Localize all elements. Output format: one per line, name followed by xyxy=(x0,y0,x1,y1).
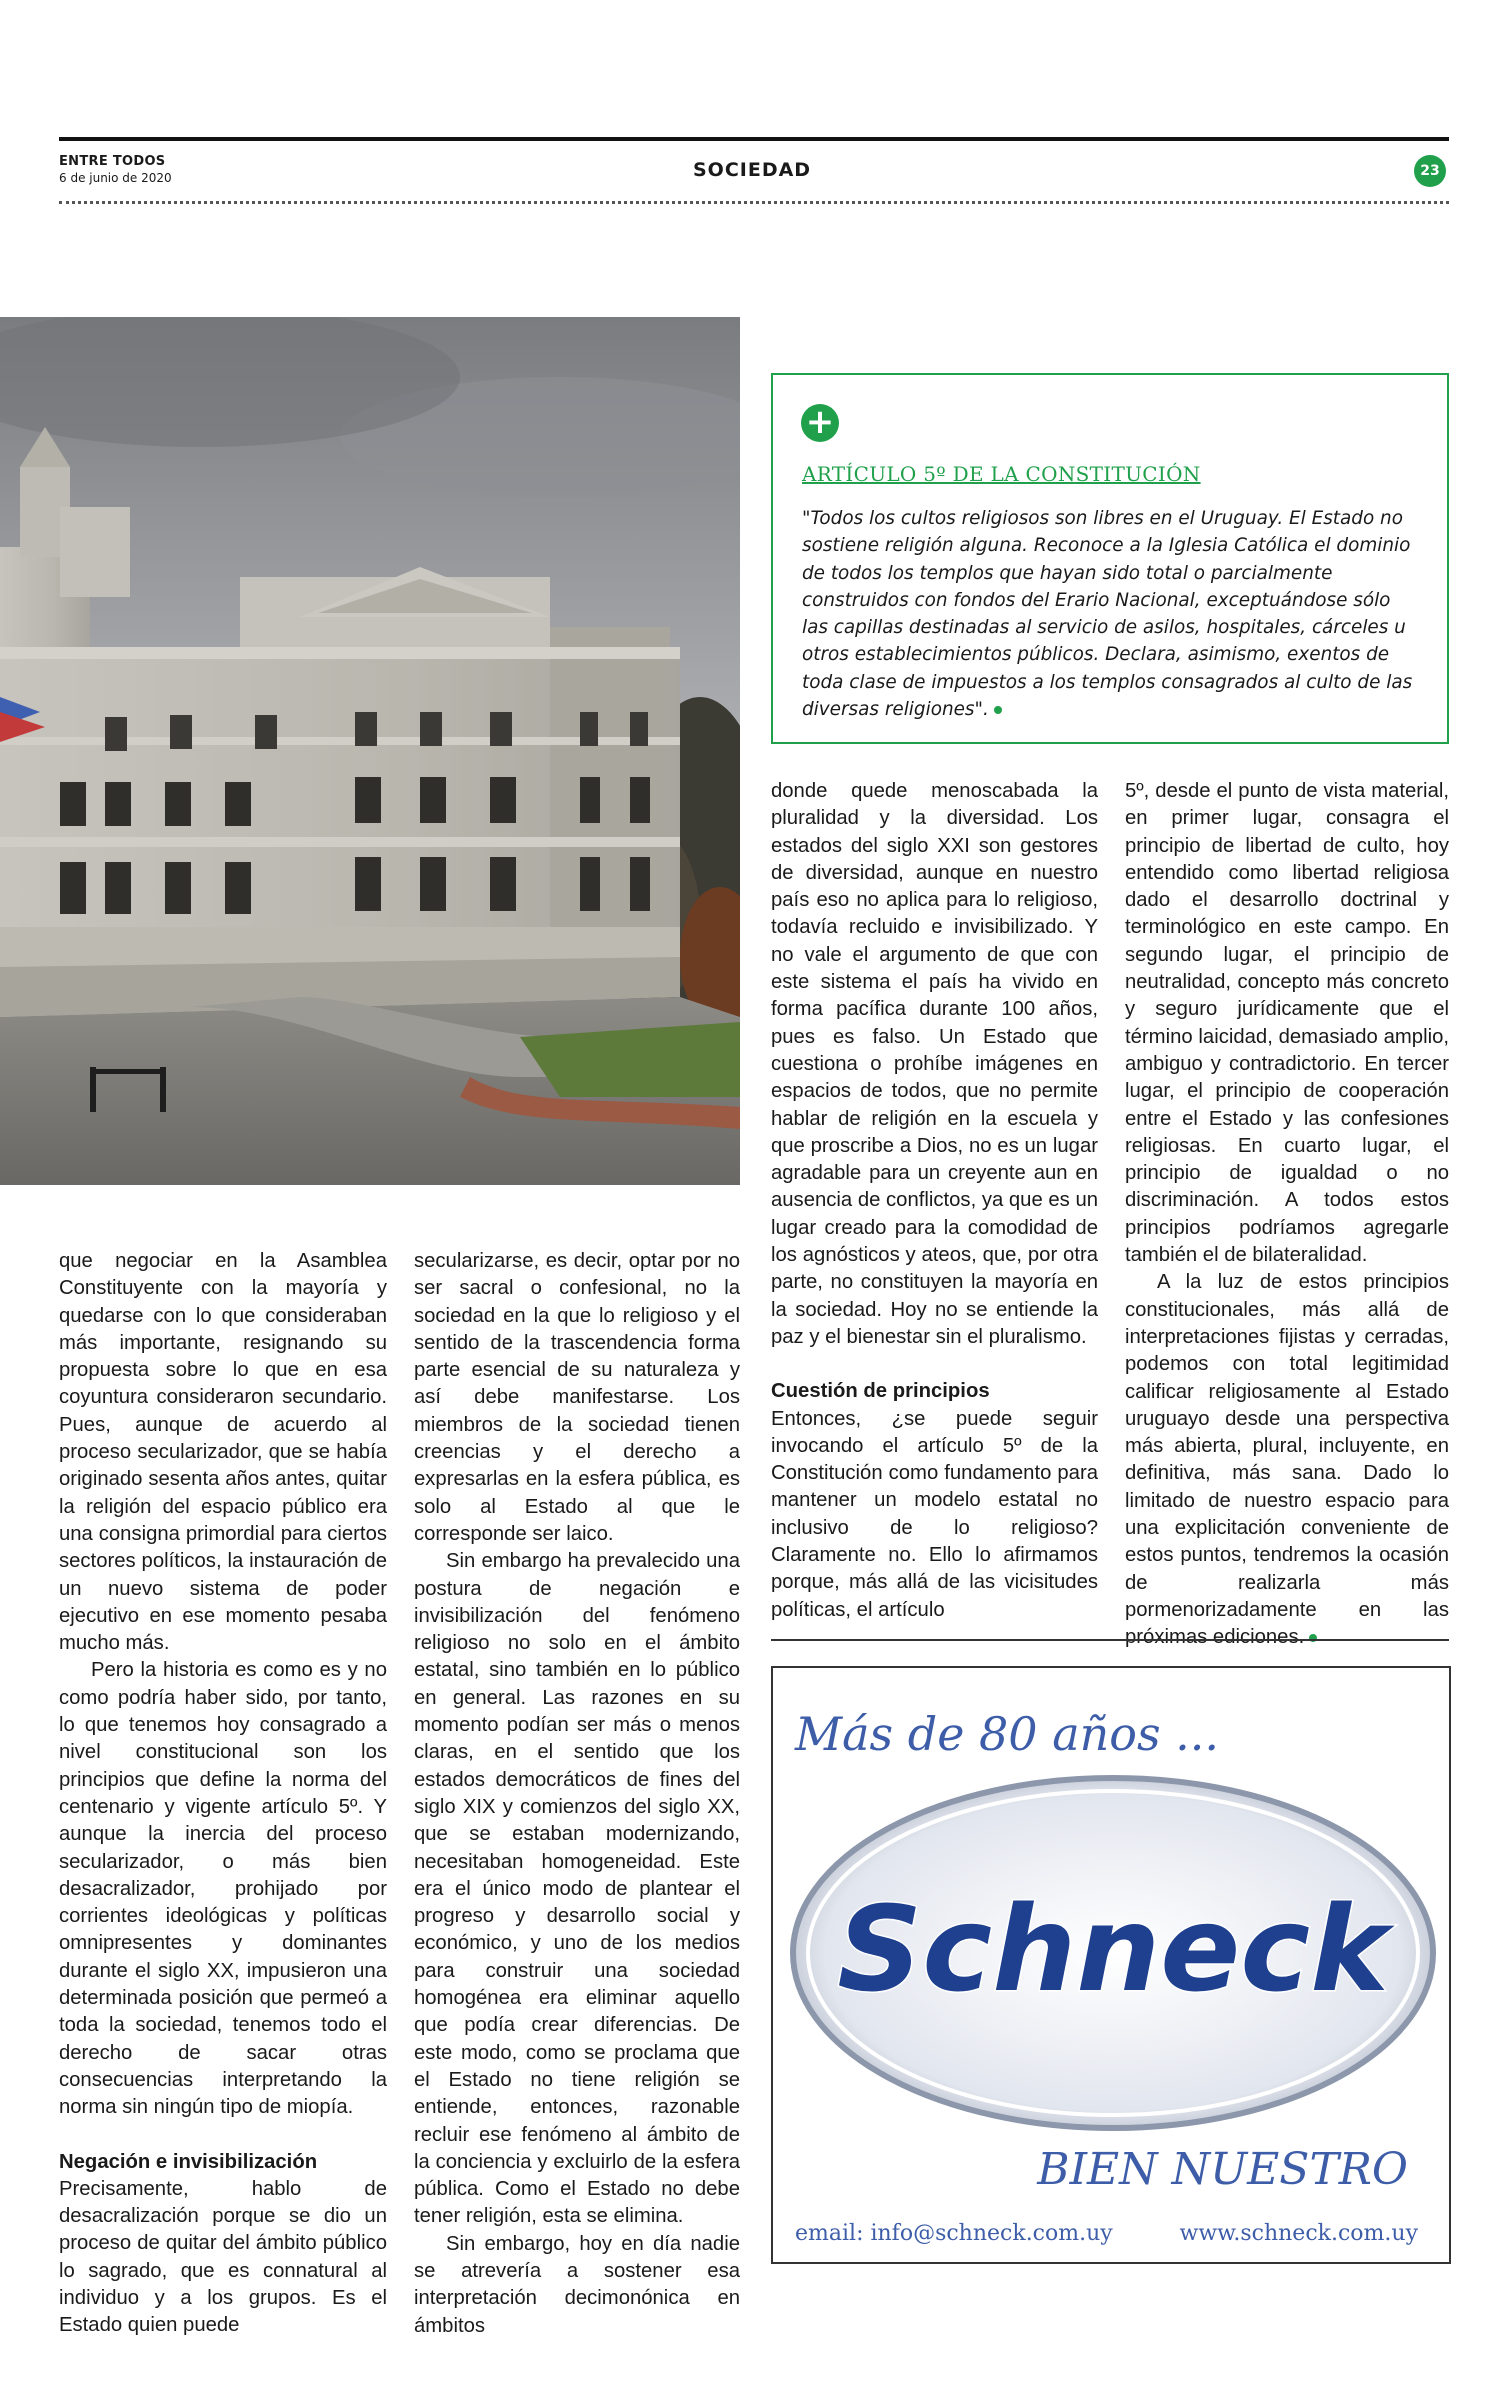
article-column-4 xyxy=(1125,778,1449,1652)
header-dotted-divider xyxy=(59,201,1449,204)
ad-website: www.schneck.com.uy xyxy=(1179,2221,1418,2246)
paragraph: Pero la historia es como es y no como podría haber sido, por tanto, lo que tenemos hoy consagrado a nivel constitucional son los principios que define la norma del centenario y vigente artículo 5º. Y aunque la inercia del proceso secularizador, o más bien desacralizador, prohijado por corrientes ideológicas y políticas omnipresentes y dominantes durante el siglo XX, impusieron una determinada posición que permeó a toda la sociedad, tenemos todo el derecho de sacar otras consecuencias interpretando la norma sin ningún tipo de miopía. xyxy=(59,1659,387,2119)
header-rule xyxy=(59,137,1449,141)
paragraph: Entonces, ¿se puede seguir invocando el artículo 5º de la Constitución como fundamento para mantener un modelo estatal no inclusivo de lo religioso? Claramente no. Ello lo afirmamos porque, más allá de las vicisitudes políticas, el artículo xyxy=(771,1407,1098,1621)
box-quote-text: "Todos los cultos religiosos son libres en el Uruguay. El Estado no sostiene religión alguna. Reconoce a la Iglesia Católica el dominio de todos los templos que hayan sido total o parcialmente construidos con fondos del Erario Nacional, exceptuándose sólo las capillas destinadas al servicio de asilos, hospitales, cárceles u otros establecimientos públicos. Declara, asimismo, exentos de toda clase de impuestos a los templos consagrados al culto de las diversas religiones". xyxy=(802,508,1413,721)
paragraph: secularizarse, es decir, optar por no ser sacral o confesional, no la sociedad en la que lo religioso y el sentido de la trascendencia forma parte esencial de su naturaleza y así debe manifestarse. Los miembros de la sociedad tienen creencias y el derecho a expresarlas en la esfera pública, es solo al Estado al que le corresponde ser laico. xyxy=(414,1250,740,1545)
paragraph: Sin embargo ha prevalecido una postura de negación e invisibilización del fenómeno religioso no solo en el ámbito estatal, sino también en lo público en general. Las razones en su momento podían ser más o menos claras, en el sentido que los estados democráticos de fines del siglo XIX y comienzos del siglo XX, que se estaban modernizando, necesitaban homogeneidad. Este era el único modo de plantear el progreso y desarrollo social y económico, y uno de los medios para construir una sociedad homogénea era eliminar aquello que podía crear diferencias. De este modo, como se proclama que el Estado no tiene religión se entiende, entonces, razonable recluir ese fenómeno al ámbito de la conciencia y excluirlo de la esfera pública. Como el Estado no debe tener religión, esta se elimina. xyxy=(414,1550,740,2228)
end-dot-icon xyxy=(994,706,1002,714)
subheading: Cuestión de principios xyxy=(771,1380,990,1403)
paragraph-text: A la luz de estos principios constitucionales, más allá de interpretaciones fijistas y cerradas, podemos con total legitimidad calificar religiosamente al Estado uruguayo desde una perspectiva más abierta, plural, incluyente, en definitiva, más sana. Dado lo limitado de nuestro espacio para una explicitación conveniente de estos puntos, tendremos la ocasión de realizarla más pormenorizadamente en las próximas ediciones. xyxy=(1125,1271,1449,1649)
plus-icon: + xyxy=(801,404,839,442)
paragraph: Precisamente, hablo de desacralización porque se dio un proceso de quitar del ámbito público lo sagrado, que es connatural al individuo y a los grupos. Es el Estado quien puede xyxy=(59,2177,387,2337)
paragraph: Sin embargo, hoy en día nadie se atrevería a sostener esa interpretación decimonónica en ámbitos xyxy=(414,2232,740,2337)
section-title: SOCIEDAD xyxy=(693,159,812,181)
page-number: 23 xyxy=(1414,155,1446,187)
publication-name: ENTRE TODOS xyxy=(59,154,166,169)
paragraph: que negociar en la Asamblea Constituyente con la mayoría y quedarse con lo que consideraban más importante, resignando su propuesta sobre lo que en esa coyuntura consideraron secundario. Pues, aunque de acuerdo al proceso secularizador, que se había originado sesenta años antes, quitar la religión del espacio público era una consigna primordial para ciertos sectores políticos, la instauración de un nuevo sistema de poder ejecutivo en ese momento pesaba mucho más. xyxy=(59,1250,387,1655)
schneck-advertisement[interactable] xyxy=(771,1666,1451,2264)
parliament-building-photo xyxy=(0,317,740,1185)
article-column-1 xyxy=(59,1248,387,2340)
ad-email: email: info@schneck.com.uy xyxy=(795,2221,1113,2246)
paragraph: 5º, desde el punto de vista material, en primer lugar, consagra el principio de libertad de culto, hoy entendido como libertad religiosa dado el desarrollo doctrinal y terminológico en este campo. En segundo lugar, el principio de neutralidad, concepto más concreto y seguro jurídicamente que el término laicidad, demasiado amplio, ambiguo y contradictorio. En tercer lugar, el principio de cooperación entre el Estado y las confesiones religiosas. En cuarto lugar, el principio de igualdad o no discriminación. A todos estos principios podríamos agregarle también el de bilateralidad. xyxy=(1125,780,1449,1267)
ad-divider xyxy=(771,1639,1449,1641)
box-quote xyxy=(802,505,1417,723)
article-column-2 xyxy=(414,1248,740,2340)
subheading: Negación e invisibilización xyxy=(59,2150,318,2173)
box-title: ARTÍCULO 5º DE LA CONSTITUCIÓN xyxy=(802,462,1201,486)
ad-tagline: Más de 80 años ... xyxy=(795,1707,1220,1761)
paragraph: donde quede menoscabada la pluralidad y la diversidad. Los estados del siglo XXI son gestores de diversidad, aunque en nuestro país eso no aplica para lo religioso, todavía recluido e invisibilizado. Y no vale el argumento de que con este sistema el país ha vivido en forma pacífica durante 100 años, pues es falso. Un Estado que cuestiona o prohíbe imágenes en espacios de todos, que no permite hablar de religión en la escuela y que proscribe a Dios, no es un lugar agradable para un creyente aun en ausencia de conflictos, ya que es un lugar creado para la comodidad de los agnósticos y ateos, que, por otra parte, no constituyen la mayoría en la sociedad. Hoy no se entiende la paz y el bienestar sin el pluralismo. xyxy=(771,780,1098,1348)
ad-slogan: BIEN NUESTRO xyxy=(1037,2144,1408,2195)
ad-brand: Schneck xyxy=(837,1880,1389,2018)
article-column-3 xyxy=(771,778,1098,1624)
publication-date: 6 de junio de 2020 xyxy=(59,171,172,185)
paragraph xyxy=(1125,1269,1449,1651)
